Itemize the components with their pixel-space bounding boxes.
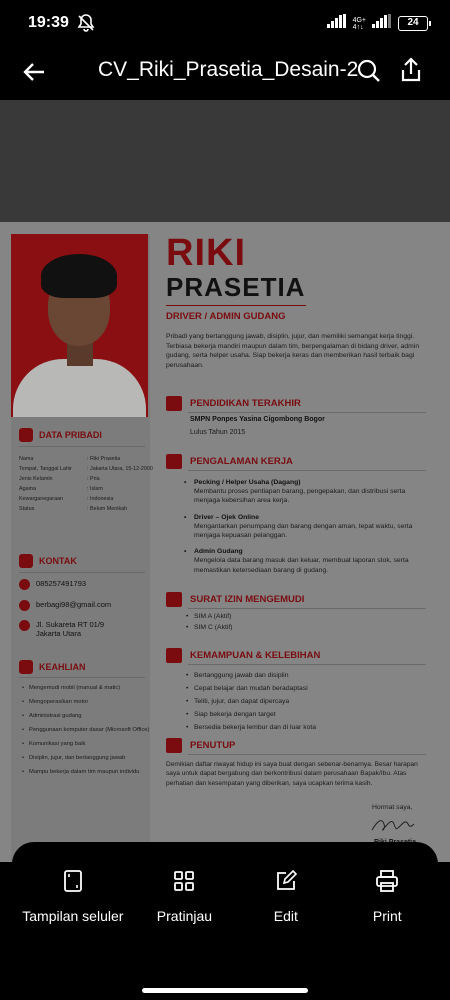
list-item: • Bertanggung jawab dan disiplin	[186, 669, 426, 682]
graduation-cap-icon	[166, 396, 182, 411]
person-icon	[19, 428, 33, 442]
cv-first-name: RIKI	[166, 232, 246, 274]
abilities-list	[186, 669, 426, 734]
list-item: • Admin Gudang Mengelola data barang masuk dan keluar, membuat laporan stok, serta memastikan ketersediaan barang di gudang.	[184, 547, 424, 575]
network-activity: 4↑↓	[352, 23, 364, 31]
personal-row: Nama : Riki Prasetia	[19, 456, 121, 462]
experience-title: PENGALAMAN KERJA	[190, 456, 293, 467]
list-item: • Mengoperasikan motor	[22, 698, 150, 706]
user-icon	[166, 738, 182, 753]
license-title: SURAT IZIN MENGEMUDI	[190, 594, 305, 605]
skills-title: KEAHLIAN	[39, 662, 86, 672]
list-item: • Teliti, jujur, dan dapat dipercaya	[186, 695, 426, 708]
personal-row: Kewarganegaraan : Indonesia	[19, 496, 114, 502]
name-underline	[166, 305, 306, 306]
divider	[188, 470, 426, 471]
list-item: • Mengemudi mobil (manual & matic)	[22, 684, 150, 692]
share-icon[interactable]	[398, 56, 424, 89]
list-item: • SIM C (Aktif)	[186, 623, 426, 634]
experience-list	[184, 478, 424, 582]
app-bar	[0, 48, 450, 100]
briefcase-icon	[166, 454, 182, 469]
edit-label: Edit	[273, 907, 298, 924]
divider	[188, 608, 426, 609]
printer-icon	[375, 869, 399, 896]
education-year: Lulus Tahun 2015	[190, 429, 246, 436]
personal-data-title: DATA PRIBADI	[39, 430, 102, 440]
mobile-view-icon	[62, 869, 84, 896]
preview-button[interactable]	[134, 842, 235, 950]
skills-heading	[19, 660, 86, 674]
back-arrow-icon[interactable]	[20, 58, 48, 91]
abilities-title: KEMAMPUAN & KELEBIHAN	[190, 650, 321, 661]
list-item: • Siap bekerja dengan target	[186, 708, 426, 721]
network-type: 4G+	[352, 16, 366, 24]
print-label: Print	[372, 907, 402, 924]
list-item: • Driver – Ojek Online Mengantarkan penumpang dan barang dengan aman, tepat waktu, serta menjaga kepuasan pelanggan.	[184, 513, 424, 541]
status-time: 19:39	[28, 14, 69, 31]
skills-list	[22, 684, 150, 782]
search-icon[interactable]	[356, 58, 382, 89]
personal-row: Jenis Kelamin : Pria	[19, 476, 100, 482]
list-item: • SIM A (Aktif)	[186, 612, 426, 623]
list-item: • Administrasi gudang	[22, 712, 150, 720]
divider	[188, 754, 426, 755]
list-item: • Komunikasi yang baik	[22, 740, 150, 748]
mobile-view-label: Tampilan seluler	[22, 907, 124, 924]
cv-last-name: PRASETIA	[166, 272, 306, 302]
cv-page	[0, 222, 450, 862]
edit-icon	[274, 869, 298, 896]
personal-data-table	[19, 454, 153, 514]
divider	[19, 446, 145, 447]
personal-row: Agama : Islam	[19, 486, 103, 492]
grid-icon	[172, 869, 196, 896]
skills-icon	[19, 660, 33, 674]
license-heading	[166, 592, 304, 607]
mute-icon	[76, 13, 96, 38]
bottom-action-bar	[12, 842, 438, 950]
signature-image	[370, 816, 416, 841]
contact-phone: 085257491793	[19, 579, 86, 590]
mobile-view-button[interactable]	[12, 842, 134, 950]
license-list	[186, 612, 426, 633]
personal-data-heading	[19, 428, 102, 442]
signal-icon	[327, 14, 347, 33]
star-icon	[166, 648, 182, 663]
id-card-icon	[166, 592, 182, 607]
closing-heading	[166, 738, 235, 753]
divider	[19, 677, 145, 678]
home-gesture-handle[interactable]	[142, 988, 308, 993]
contact-email: berbagi98@gmail.com	[19, 600, 111, 611]
list-item: • Bersedia bekerja lembur dan di luar kota	[186, 721, 426, 734]
list-item: • Mampu bekerja dalam tim maupun individu	[22, 768, 150, 776]
battery-icon: 24	[398, 16, 428, 31]
print-button[interactable]	[337, 842, 438, 950]
education-heading	[166, 396, 301, 411]
system-nav-bar	[0, 950, 450, 1000]
document-title: CV_Riki_Prasetia_Desain-2	[98, 58, 359, 81]
divider	[19, 572, 145, 573]
status-bar	[0, 0, 450, 48]
personal-row: Tempat, Tanggal Lahir : Jakarta Utara, 15-12-2000	[19, 466, 153, 472]
cv-role: DRIVER / ADMIN GUDANG	[166, 311, 286, 322]
education-title: PENDIDIKAN TERAKHIR	[190, 398, 301, 409]
signal-icon-2	[372, 14, 392, 33]
email-icon	[19, 600, 30, 611]
personal-row: Status : Belum Menikah	[19, 506, 128, 512]
document-viewer[interactable]	[0, 100, 450, 860]
preview-label: Pratinjau	[156, 907, 213, 924]
edit-button[interactable]	[235, 842, 336, 950]
contact-heading	[19, 554, 77, 568]
location-icon	[19, 620, 30, 631]
abilities-heading	[166, 648, 320, 663]
list-item: • Cepat belajar dan mudah beradaptasi	[186, 682, 426, 695]
closing-text: Demikian daftar riwayat hidup ini saya buat dengan sebenar-benarnya. Besar harapan saya untuk dapat bergabung dan berkontribusi dalam perusahaan Bapak/Ibu. Atas perhatian dan kesempatan yang diberikan, saya ucapkan terima kasih.	[166, 761, 418, 787]
divider	[188, 664, 426, 665]
contact-title: KONTAK	[39, 556, 77, 566]
experience-heading	[166, 454, 293, 469]
contact-address: Jl. Sukareta RT 01/9 Jakarta Utara	[19, 620, 104, 638]
network-indicator	[353, 17, 366, 31]
profile-photo	[11, 234, 148, 417]
list-item: • Penggunaan komputer dasar (Microsoft Office)	[22, 726, 150, 734]
list-item: • Disiplin, jujur, dan bertanggung jawab	[22, 754, 150, 762]
cv-summary: Pribadi yang bertanggung jawab, disiplin, jujur, dan memiliki semangat kerja tinggi. Terbiasa bekerja mandiri maupun dalam tim, berpengalaman di bidang driver, admin gudang, serta helper usaha. Siap bekerja keras dan memberikan hasil terbaik bagi perusahaan.	[166, 333, 420, 369]
closing-regards: Hormat saya,	[372, 804, 413, 811]
education-school: SMPN Ponpes Yasina Cigombong Bogor	[190, 416, 325, 423]
whatsapp-icon	[19, 579, 30, 590]
divider	[188, 412, 426, 413]
phone-icon	[19, 554, 33, 568]
list-item: • Pecking / Helper Usaha (Dagang) Membantu proses pentiapan barang, pengepakan, dan distribusi serta menjaga kebersihan area kerja.	[184, 478, 424, 506]
closing-title: PENUTUP	[190, 740, 236, 751]
